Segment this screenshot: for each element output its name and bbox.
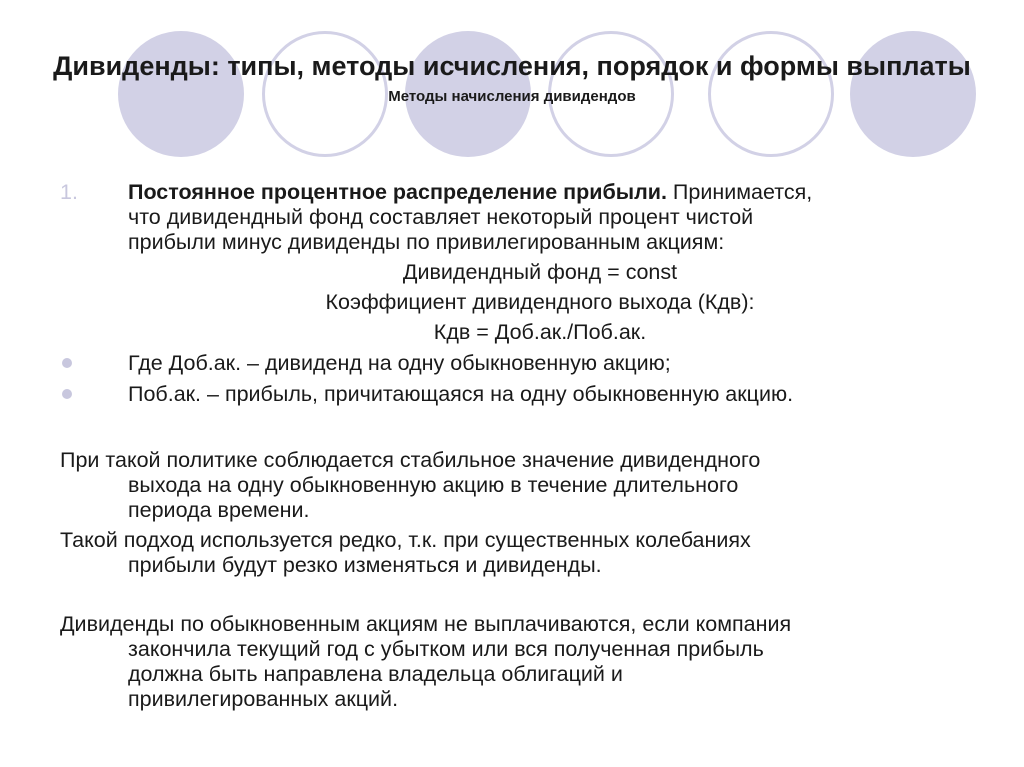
item-bold-lead: Постоянное процентное распределение прибыли. — [128, 180, 667, 204]
bullet-text: Поб.ак. – прибыль, причитающаяся на одну обыкновенную акцию. — [128, 382, 794, 406]
bullet-item — [60, 382, 980, 407]
paragraph-line: прибыли будут резко изменяться и дивиденды. — [128, 553, 602, 577]
paragraph-line: выхода на одну обыкновенную акцию в течение длительного — [128, 473, 739, 497]
formula-line: Кдв = Доб.ак./Поб.ак. — [433, 320, 647, 344]
paragraph — [60, 612, 970, 712]
paragraph-first-line: Такой подход используется редко, т.к. при существенных колебаниях — [60, 528, 751, 552]
paragraph — [60, 448, 970, 523]
item-text-line: прибыли минус дивиденды по привилегированным акциям: — [128, 230, 725, 254]
item-text-line: Принимается, — [666, 180, 813, 204]
paragraph-line: закончила текущий год с убытком или вся полученная прибыль — [128, 637, 764, 661]
bullet-text: Где Доб.ак. – дивиденд на одну обыкновенную акцию; — [128, 351, 671, 375]
bullet-item — [60, 351, 980, 376]
slide-title: Дивиденды: типы, методы исчисления, порядок и формы выплаты — [53, 51, 971, 81]
paragraph-line: привилегированных акций. — [128, 687, 399, 711]
slide-header — [40, 50, 984, 107]
bullet-dot-icon — [60, 351, 128, 376]
paragraph-line: периода времени. — [128, 498, 310, 522]
paragraph-first-line: При такой политике соблюдается стабильное значение дивидендного — [60, 448, 761, 472]
item-number: 1. — [60, 180, 78, 204]
item-text-line: что дивидендный фонд составляет некоторый процент чистой — [128, 205, 754, 229]
bullet-dot-icon — [60, 382, 128, 407]
paragraph-first-line: Дивиденды по обыкновенным акциям не выплачиваются, если компания — [60, 612, 792, 636]
formula-line: Дивидендный фонд = const — [402, 260, 678, 284]
paragraph — [60, 528, 970, 578]
numbered-item — [60, 180, 980, 255]
slide-subtitle: Методы начисления дивидендов — [388, 88, 636, 105]
paragraph-line: должна быть направлена владельца облигаций и — [128, 662, 623, 686]
formula-line: Коэффициент дивидендного выхода (Кдв): — [325, 290, 755, 314]
item-text — [128, 180, 980, 255]
content-list — [60, 180, 980, 407]
